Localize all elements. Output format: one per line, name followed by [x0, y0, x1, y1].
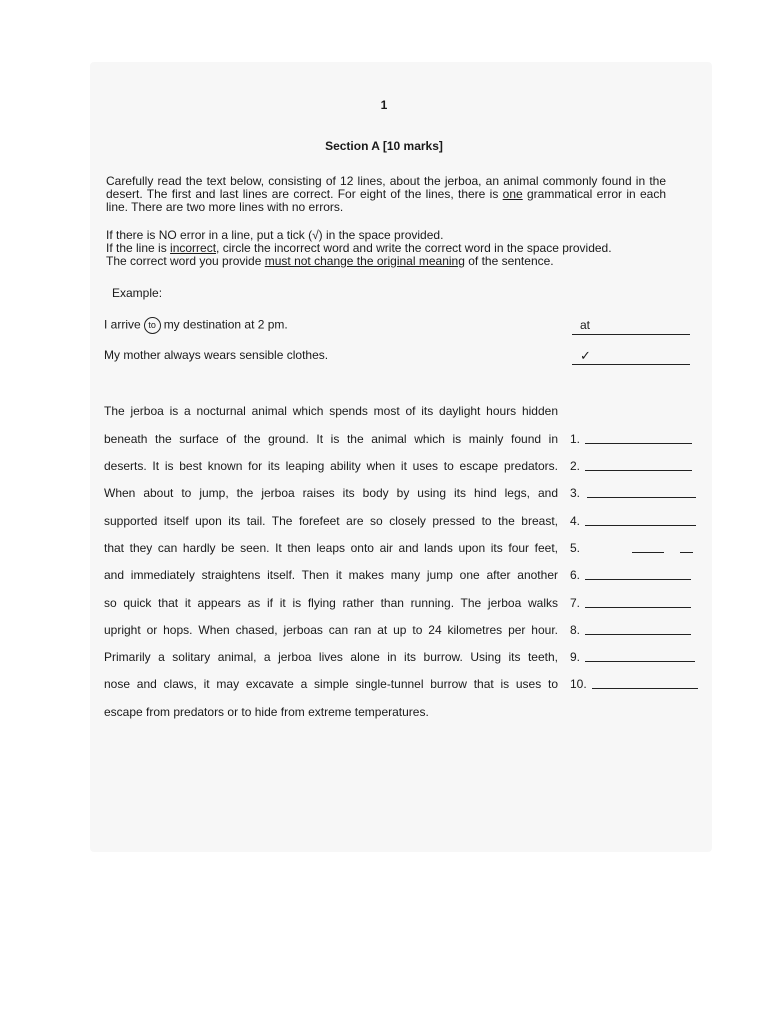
rule-line-3-underlined: must not change the original meaning [264, 254, 465, 268]
circled-word: to [144, 317, 161, 334]
text-line-9: upright or hops. When chased, jerboas can ran at up to 24 kilometres per hour. [104, 623, 558, 637]
text-line-8: so quick that it appears as if it is flying rather than running. The jerboa walks [104, 596, 558, 610]
example-answer-2-blank [572, 348, 690, 365]
answer-number-7: 7. [570, 596, 581, 610]
answer-blank-7[interactable] [585, 607, 691, 608]
answer-blank-10[interactable] [592, 688, 698, 689]
answer-number-5: 5. [570, 541, 581, 555]
rule-line-3-text-end: of the sentence. [464, 254, 554, 268]
example-sentence-1 [104, 317, 288, 334]
example-sentence-1-start: I arrive [104, 317, 141, 332]
rule-line-1: If there is NO error in a line, put a tick (√) in the space provided. [106, 228, 444, 242]
text-line-1: The jerboa is a nocturnal animal which spends most of its daylight hours hidden [104, 404, 558, 418]
text-line-6: that they can hardly be seen. It then leaps onto air and lands upon its four feet, [104, 541, 558, 555]
text-line-4: When about to jump, the jerboa raises its body by using its hind legs, and [104, 486, 558, 500]
answer-number-9: 9. [570, 650, 581, 664]
rule-line-3-text: The correct word you provide [106, 254, 265, 268]
example-sentence-1-end: my destination at 2 pm. [163, 317, 288, 332]
text-line-10: Primarily a solitary animal, a jerboa lives alone in its burrow. Using its teeth, [104, 650, 558, 664]
rule-line-2-underlined: incorrect [170, 241, 217, 255]
answer-blank-4[interactable] [585, 525, 696, 526]
answer-number-4: 4. [570, 514, 581, 528]
intro-underlined-word: one [502, 187, 523, 201]
answer-blank-1[interactable] [585, 443, 692, 444]
example-label: Example: [112, 286, 163, 300]
text-line-5: supported itself upon its tail. The forefeet are so closely pressed to the breast, [104, 514, 558, 528]
intro-text-1: Carefully read the text below, consisting of 12 lines, about the jerboa, an animal commonly found in the desert. The first and last lines are correct. For eight of the lines, there is [106, 174, 666, 201]
example-answer-1: at [580, 318, 591, 332]
page-number: 1 [380, 98, 388, 112]
answer-number-2: 2. [570, 459, 581, 473]
text-line-7: and immediately straightens itself. Then it makes many jump one after another [104, 568, 558, 582]
answer-blank-5-tail[interactable] [680, 552, 693, 553]
instructions-intro [106, 175, 666, 214]
answer-number-6: 6. [570, 568, 581, 582]
text-line-2: beneath the surface of the ground. It is the animal which is mainly found in [104, 432, 558, 446]
answer-blank-8[interactable] [585, 634, 691, 635]
tick-icon: ✓ [580, 348, 591, 363]
answer-blank-5[interactable] [632, 552, 664, 553]
text-line-12: escape from predators or to hide from extreme temperatures. [104, 705, 429, 719]
text-line-3: deserts. It is best known for its leaping ability when it uses to escape predators. [104, 459, 558, 473]
answer-blank-3[interactable] [587, 497, 696, 498]
example-answer-1-blank [572, 318, 690, 335]
rule-line-2-text: If the line is [106, 241, 171, 255]
answer-blank-2[interactable] [585, 470, 692, 471]
answer-number-3: 3. [570, 486, 581, 500]
rule-line-2-text-end: , circle the incorrect word and write the correct word in the space provided. [216, 241, 612, 255]
text-line-11: nose and claws, it may excavate a simple single-tunnel burrow that is uses to [104, 677, 558, 691]
instructions-rules [106, 229, 666, 268]
answer-number-10: 10. [570, 677, 587, 691]
example-sentence-2: My mother always wears sensible clothes. [104, 348, 329, 362]
answer-blank-9[interactable] [585, 661, 695, 662]
answer-number-8: 8. [570, 623, 581, 637]
answer-blank-6[interactable] [585, 579, 691, 580]
intro-text-2: grammatical error in each line. There are two more lines with no errors. [106, 187, 666, 214]
rule-line-3 [106, 255, 666, 268]
section-title: Section A [10 marks] [325, 139, 443, 153]
answer-number-1: 1. [570, 432, 581, 446]
